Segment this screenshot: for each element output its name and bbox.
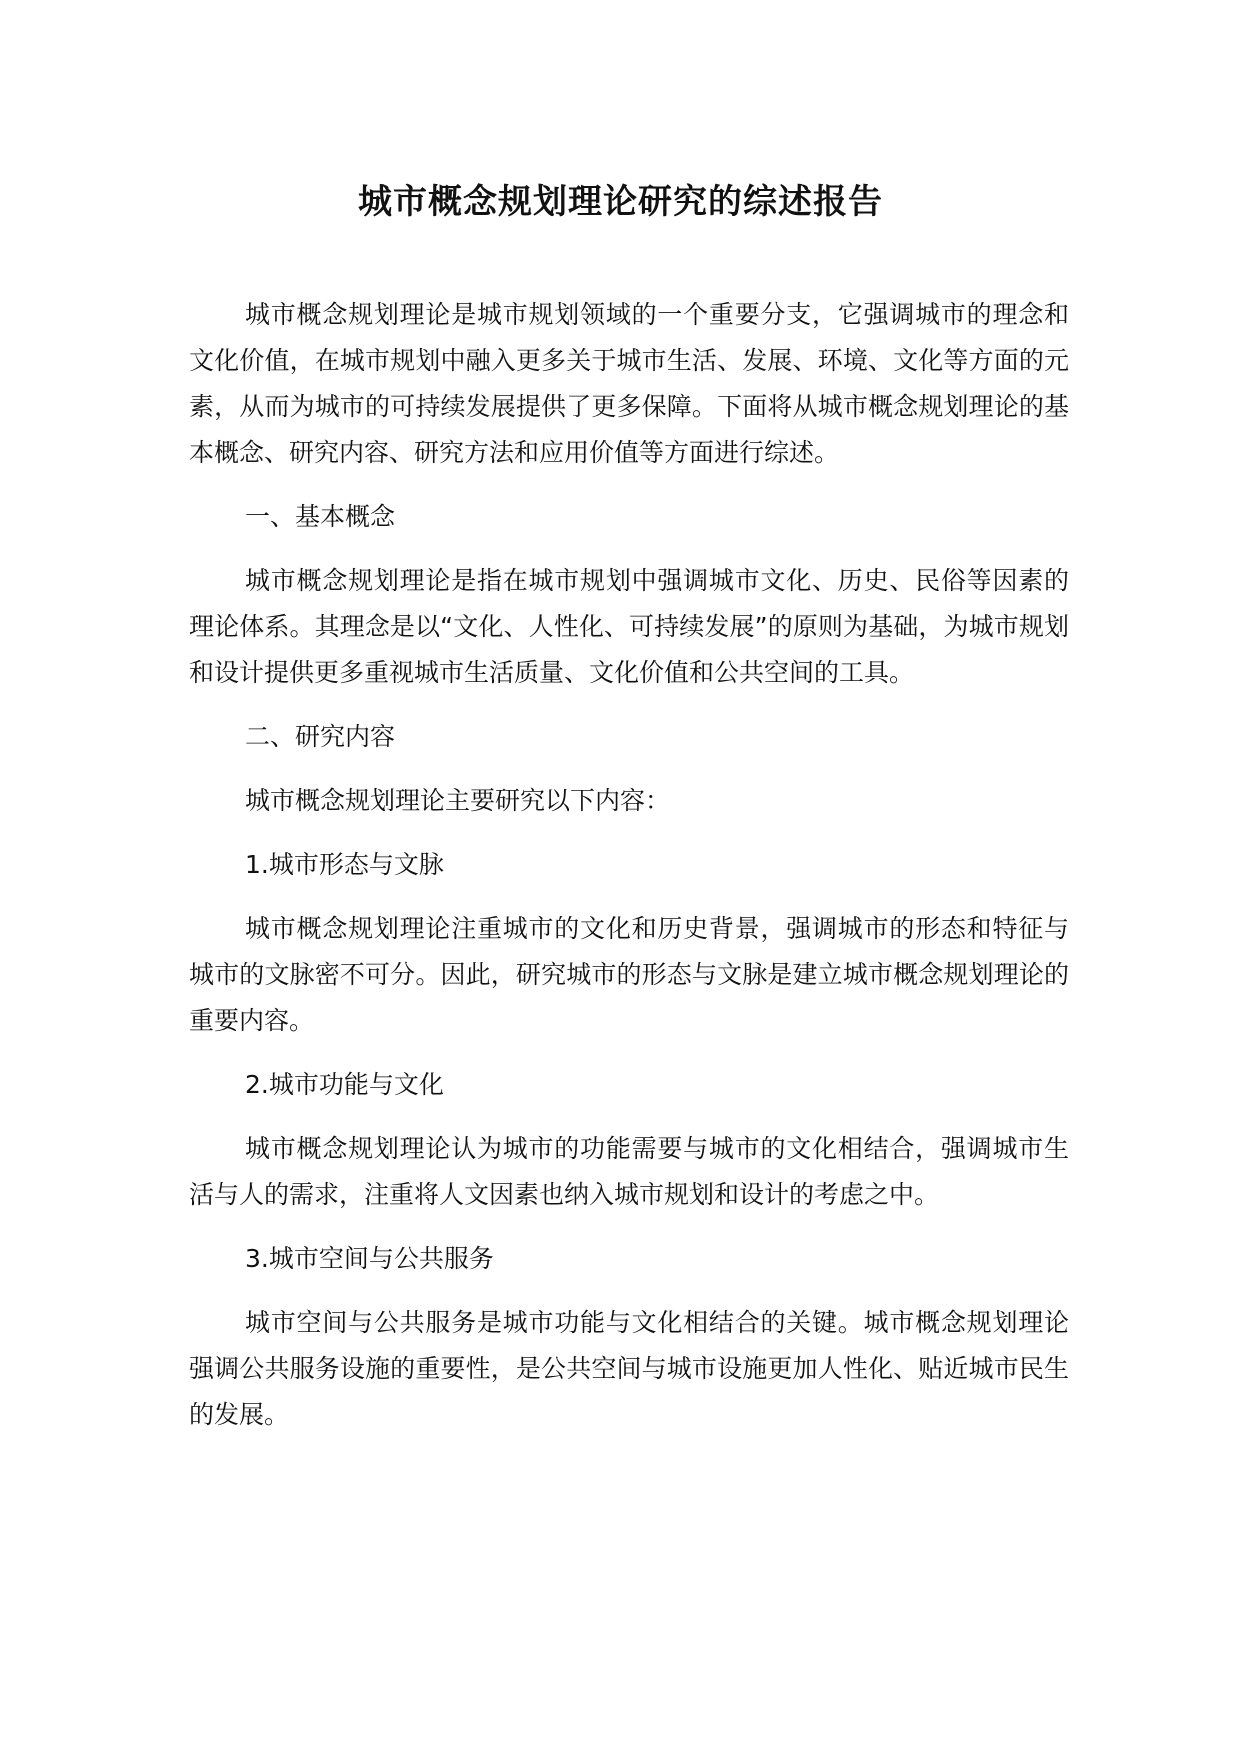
function-and-culture-paragraph: 城市概念规划理论认为城市的功能需要与城市的文化相结合，强调城市生活与人的需求，注重将人文因素也纳入城市规划和设计的考虑之中。 <box>189 1134 1069 1209</box>
section-heading-basic-concept: 一、基本概念 <box>245 502 396 531</box>
document-body <box>189 292 1069 1456</box>
document-title: 城市概念规划理论研究的综述报告 <box>358 182 883 222</box>
research-content-intro: 城市概念规划理论主要研究以下内容： <box>245 786 671 815</box>
form-and-context-paragraph: 城市概念规划理论注重城市的文化和历史背景，强调城市的形态和特征与城市的文脉密不可分。因此，研究城市的形态与文脉是建立城市概念规划理论的重要内容。 <box>189 914 1069 1035</box>
subheading-function-and-culture: 2.城市功能与文化 <box>245 1070 444 1099</box>
section-heading-research-content: 二、研究内容 <box>245 722 396 751</box>
intro-paragraph: 城市概念规划理论是城市规划领域的一个重要分支，它强调城市的理念和文化价值，在城市规划中融入更多关于城市生活、发展、环境、文化等方面的元素，从而为城市的可持续发展提供了更多保障。下面将从城市概念规划理论的基本概念、研究内容、研究方法和应用价值等方面进行综述。 <box>189 300 1069 467</box>
subheading-form-and-context: 1.城市形态与文脉 <box>245 850 444 879</box>
basic-concept-paragraph: 城市概念规划理论是指在城市规划中强调城市文化、历史、民俗等因素的理论体系。其理念是以“文化、人性化、可持续发展”的原则为基础，为城市规划和设计提供更多重视城市生活质量、文化价值和公共空间的工具。 <box>189 566 1069 687</box>
space-and-public-services-paragraph: 城市空间与公共服务是城市功能与文化相结合的关键。城市概念规划理论强调公共服务设施的重要性，是公共空间与城市设施更加人性化、贴近城市民生的发展。 <box>189 1308 1069 1429</box>
subheading-space-and-public-services: 3.城市空间与公共服务 <box>245 1244 494 1273</box>
